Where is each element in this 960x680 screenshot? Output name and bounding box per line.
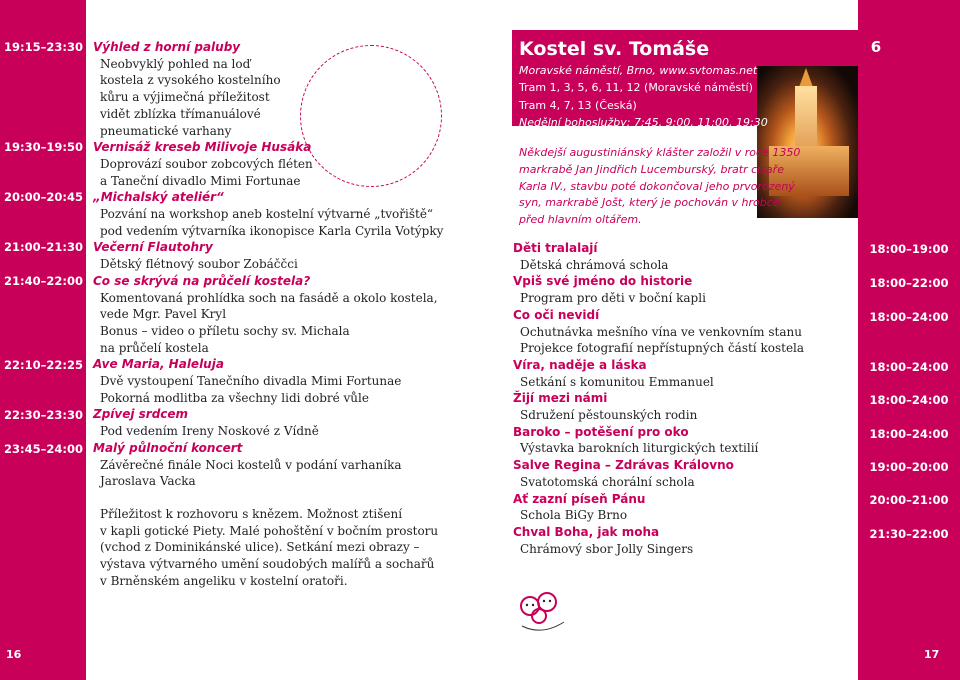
event-line: Dětská chrámová schola xyxy=(520,257,669,272)
event-title: Vpiš své jméno do historie xyxy=(513,274,693,289)
event-line: Pod vedením Ireny Noskové z Vídně xyxy=(100,424,319,439)
event-line: Dvě vystoupení Tanečního divadla Mimi Fortunae xyxy=(100,374,402,389)
description-line: syn, markrabě Jošt, který je pochován v hrobce xyxy=(519,196,780,210)
footer-line: v kapli gotické Piety. Malé pohoštění v bočním prostoru xyxy=(100,523,439,538)
time-label: 18:00–24:00 xyxy=(869,393,949,407)
event-line: Svatotomská chorální schola xyxy=(520,474,695,489)
logo-graphic xyxy=(512,578,582,638)
event-title: Večerní Flautohry xyxy=(93,240,213,255)
event-title: Vernisáž kreseb Milivoje Husáka xyxy=(93,140,312,155)
time-label: 22:10–22:25 xyxy=(4,358,83,372)
time-label: 23:45–24:00 xyxy=(4,442,83,456)
right-program xyxy=(513,240,804,557)
event-line: na průčelí kostela xyxy=(100,340,209,355)
church-address: Moravské náměstí, Brno, www.svtomas.net xyxy=(519,64,758,77)
tram-line: Tram 1, 3, 5, 6, 11, 12 (Moravské náměstí) xyxy=(519,81,753,95)
time-label: 21:00–21:30 xyxy=(4,240,83,254)
left-color-strip xyxy=(0,0,86,680)
time-label: 20:00–20:45 xyxy=(4,190,83,204)
footer-line: (vchod z Dominikánské ulice). Setkání mezi obrazy – xyxy=(100,540,420,555)
event-line: Sdružení pěstounských rodin xyxy=(520,408,698,423)
time-label: 18:00–24:00 xyxy=(869,360,949,374)
church-info xyxy=(519,62,768,131)
church-description xyxy=(519,145,800,229)
event-line: Bonus – video o příletu sochy sv. Michala xyxy=(100,323,350,338)
event-line: Setkání s komunitou Emmanuel xyxy=(520,374,714,389)
event-title: Víra, naděje a láska xyxy=(513,357,647,372)
event-title: „Michalský ateliér“ xyxy=(93,190,224,205)
footer-line: výstava výtvarného umění soudobých malířů a sochařů xyxy=(100,557,435,572)
event-title: Ať zazní píseň Pánu xyxy=(513,491,646,506)
tram-line: Tram 4, 7, 13 (Česká) xyxy=(519,98,637,112)
event-line: Neobvyklý pohled na loď xyxy=(100,56,251,71)
mass-times: Nedělní bohoslužby: 7:45, 9:00, 11:00, 19:30 xyxy=(519,115,768,129)
time-label: 20:00–21:00 xyxy=(869,493,949,507)
description-line: Někdejší augustiniánský klášter založil v roce 1350 xyxy=(519,146,801,159)
event-line: Chrámový sbor Jolly Singers xyxy=(520,541,694,556)
event-title: Baroko – potěšení pro oko xyxy=(513,424,689,439)
event-line: kostela z vysokého kostelního xyxy=(100,73,281,88)
event-line: a Taneční divadlo Mimi Fortunae xyxy=(100,173,301,188)
event-title: Ave Maria, Haleluja xyxy=(93,357,224,372)
event-line: pod vedením výtvarníka ikonopisce Karla Cyrila Votýpky xyxy=(100,223,444,238)
description-line: markrabě Jan Jindřich Lucemburský, bratr císaře xyxy=(519,162,784,176)
event-line: Ochutnávka mešního vína ve venkovním stanu xyxy=(520,324,802,339)
time-label: 18:00–22:00 xyxy=(869,276,949,290)
event-line: pneumatické varhany xyxy=(100,123,232,138)
event-line: vede Mgr. Pavel Kryl xyxy=(100,307,227,322)
event-line: Program pro děti v boční kapli xyxy=(520,291,706,306)
time-label: 19:15–23:30 xyxy=(4,40,83,54)
event-title: Výhled z horní paluby xyxy=(93,40,241,54)
event-line: Doprovází soubor zobcových fléten xyxy=(100,156,313,171)
page-number-right: 17 xyxy=(924,648,940,661)
event-line: Pozvání na workshop aneb kostelní výtvarné „tvořiště“ xyxy=(100,207,434,222)
event-title: Malý půlnoční koncert xyxy=(93,440,243,455)
event-title: Co se skrývá na průčelí kostela? xyxy=(93,273,311,288)
church-name: Kostel sv. Tomáše xyxy=(519,38,710,60)
event-line: Schola BiGy Brno xyxy=(520,508,628,523)
time-label: 19:00–20:00 xyxy=(869,460,949,474)
description-line: Karla IV., stavbu poté dokončoval jeho prvorozený xyxy=(519,179,795,193)
event-title: Zpívej srdcem xyxy=(93,407,189,422)
time-label: 21:30–22:00 xyxy=(869,527,949,541)
event-line: vidět zblízka třímanuálové xyxy=(100,106,261,121)
description-line: před hlavním oltářem. xyxy=(519,213,642,227)
left-program xyxy=(93,39,443,590)
event-title: Žijí mezi námi xyxy=(513,391,608,406)
footer-line: Příležitost k rozhovoru s knězem. Možnost ztišení xyxy=(100,506,403,521)
time-label: 18:00–19:00 xyxy=(869,242,949,256)
event-line: kůru a výjimečná příležitost xyxy=(100,90,270,105)
event-line: Výstavka barokních liturgických textilií xyxy=(520,441,759,456)
time-label: 18:00–24:00 xyxy=(869,310,949,324)
event-line: Projekce fotografií nepřístupných částí kostela xyxy=(520,341,805,356)
time-label: 22:30–23:30 xyxy=(4,408,83,422)
event-line: Dětský flétnový soubor Zobáččci xyxy=(100,257,298,272)
footer-line: v Brněnském angeliku v kostelní oratoři. xyxy=(100,573,348,588)
event-title: Děti tralalají xyxy=(513,241,598,255)
time-label: 21:40–22:00 xyxy=(4,274,83,288)
time-label: 19:30–19:50 xyxy=(4,140,83,154)
event-line: Jaroslava Vacka xyxy=(100,474,196,489)
event-line: Závěrečné finále Noci kostelů v podání varhaníka xyxy=(100,457,402,472)
event-line: Komentovaná prohlídka soch na fasádě a okolo kostela, xyxy=(100,290,438,305)
church-number: 6 xyxy=(870,38,882,56)
page-number-left: 16 xyxy=(6,648,22,661)
time-label: 18:00–24:00 xyxy=(869,427,949,441)
event-title: Salve Regina – Zdrávas Královno xyxy=(513,458,734,473)
foster-families-logo xyxy=(512,578,582,638)
event-title: Chval Boha, jak moha xyxy=(513,524,660,539)
right-color-strip xyxy=(858,0,960,680)
event-title: Co oči nevidí xyxy=(513,307,600,322)
event-line: Pokorná modlitba za všechny lidi dobré vůle xyxy=(100,390,369,405)
